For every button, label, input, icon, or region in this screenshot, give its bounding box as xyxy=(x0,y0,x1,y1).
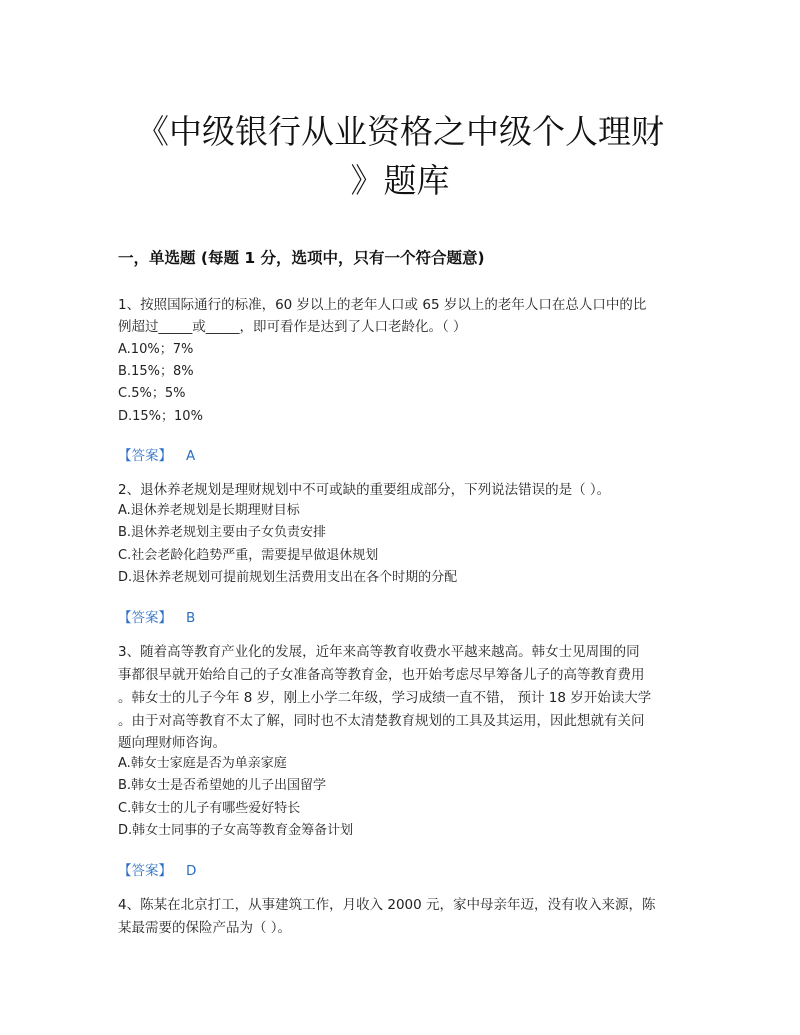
question-3-line-2: 事都很早就开始给自己的子女准备高等教育金，也开始考虑尽早筹备儿子的高等教育费用 xyxy=(118,667,645,683)
answer-label: 【答案】 xyxy=(118,863,172,879)
question-2-answer xyxy=(118,606,195,626)
question-2-option-c: C.社会老龄化趋势严重，需要提早做退休规划 xyxy=(118,548,379,563)
question-2-line-1: 2、退休养老规划是理财规划中不可或缺的重要组成部分，下列说法错误的是（ ）。 xyxy=(118,482,611,498)
question-1-option-c: C.5%；5% xyxy=(118,386,186,401)
question-3-line-1: 3、随着高等教育产业化的发展，近年来高等教育收费水平越来越高。韩女士见周围的同 xyxy=(118,644,640,660)
question-3-option-c: C.韩女士的儿子有哪些爱好特长 xyxy=(118,801,301,816)
answer-letter: D xyxy=(186,863,197,879)
question-2-option-d: D.退休养老规划可提前规划生活费用支出在各个时期的分配 xyxy=(118,570,458,585)
question-1-line-1: 1、按照国际通行的标准，60 岁以上的老年人口或 65 岁以上的老年人口在总人口中的比 xyxy=(118,297,647,313)
section-heading: 一，单选题 (每题 1 分，选项中，只有一个符合题意) xyxy=(118,249,485,267)
question-1-option-b: B.15%；8% xyxy=(118,364,194,379)
question-3-answer xyxy=(118,859,196,879)
question-3-line-4: 。由于对高等教育不太了解，同时也不太清楚教育规划的工具及其运用，因此想就有关问 xyxy=(118,713,645,729)
answer-letter: A xyxy=(186,448,196,464)
question-3-option-d: D.韩女士同事的子女高等教育金筹备计划 xyxy=(118,823,354,838)
question-4-line-1: 4、陈某在北京打工，从事建筑工作，月收入 2000 元，家中母亲年迈，没有收入来源，陈 xyxy=(118,897,656,913)
question-3-option-b: B.韩女士是否希望她的儿子出国留学 xyxy=(118,778,327,793)
question-2-option-b: B.退休养老规划主要由子女负责安排 xyxy=(118,525,327,540)
question-1-line-2: 例超过_____或_____，即可看作是达到了人口老龄化。（ ） xyxy=(118,319,467,335)
title-line-1: 《中级银行从业资格之中级个人理财 xyxy=(136,112,664,151)
question-4-line-2: 某最需要的保险产品为（ ）。 xyxy=(118,920,292,936)
answer-label: 【答案】 xyxy=(118,610,172,626)
question-1-option-a: A.10%；7% xyxy=(118,342,194,357)
question-1-option-d: D.15%；10% xyxy=(118,409,203,424)
question-3-line-5: 题向理财师咨询。 xyxy=(118,735,226,751)
question-3-option-a: A.韩女士家庭是否为单亲家庭 xyxy=(118,756,287,771)
title-line-2: 》题库 xyxy=(350,161,450,200)
question-1-answer xyxy=(118,444,195,464)
question-2-option-a: A.退休养老规划是长期理财目标 xyxy=(118,503,300,518)
answer-letter: B xyxy=(186,610,196,626)
question-3-line-3: 。韩女士的儿子今年 8 岁，刚上小学二年级，学习成绩一直不错， 预计 18 岁开始读大学 xyxy=(118,690,652,706)
answer-label: 【答案】 xyxy=(118,448,172,464)
